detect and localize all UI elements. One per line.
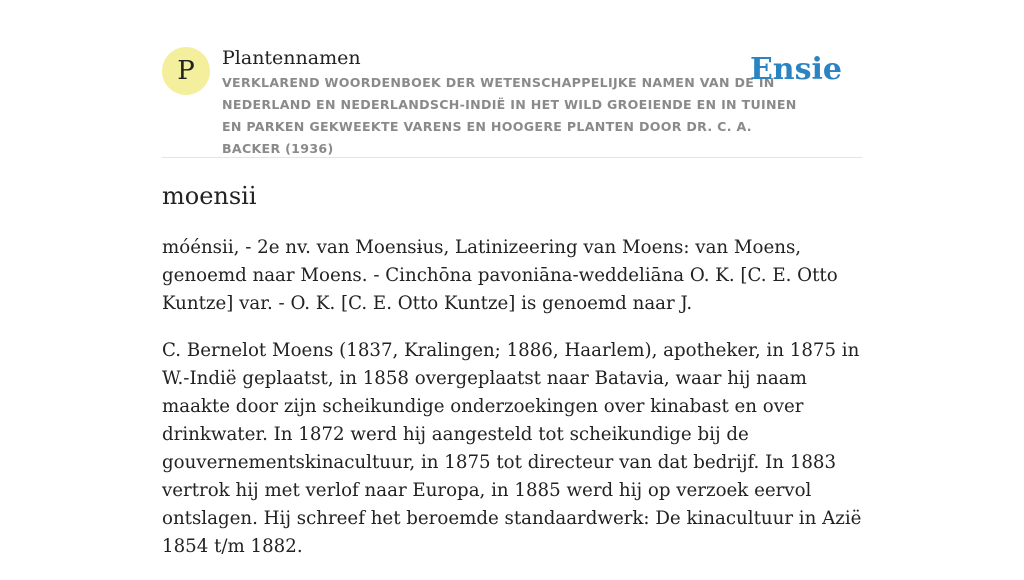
source-subtitle: VERKLAREND WOORDENBOEK DER WETENSCHAPPELIJKE NAMEN VAN DE IN NEDERLAND EN NEDERLANDSCH-INDIË IN HET WILD GROEIENDE EN IN TUINEN EN PARKEN GEKWEEKTE VARENS EN HOOGERE PLANTEN DOOR DR. C. A. BACKER (1936) [222,75,797,156]
source-title-link[interactable]: Plantennamen [222,47,361,69]
source-header [162,46,862,158]
header-divider [162,157,862,158]
ensie-logo-link[interactable]: Ensie [749,52,842,87]
entry-title: moensii [162,182,257,210]
entry-content [162,234,867,580]
entry-paragraph: C. Bernelot Moens (1837, Kralingen; 1886, Haarlem), apotheker, in 1875 in W.-Indië geplaatst, in 1858 overgeplaatst naar Batavia, waar hij naam maakte door zijn scheikundige onderzoekingen over kinabast en over drinkwater. In 1872 werd hij aangesteld tot scheikundige bij de gouvernementskinacultuur, in 1875 tot directeur van dat bedrijf. In 1883 vertrok hij met verlof naar Europa, in 1885 werd hij op verzoek eervol ontslagen. Hij schreef het beroemde standaardwerk: De kinacultuur in Azië 1854 t/m 1882. [162,340,862,557]
source-avatar[interactable]: P [162,47,210,95]
entry-paragraph: móénsii, - 2e nv. van Moensɨus, Latinizeering van Moens: van Moens, genoemd naar Moens. - Cinchōna pavoniāna-weddeliāna O. K. [C. E. Otto Kuntze] var. - O. K. [C. E. Otto Kuntze] is genoemd naar J. [162,237,838,314]
